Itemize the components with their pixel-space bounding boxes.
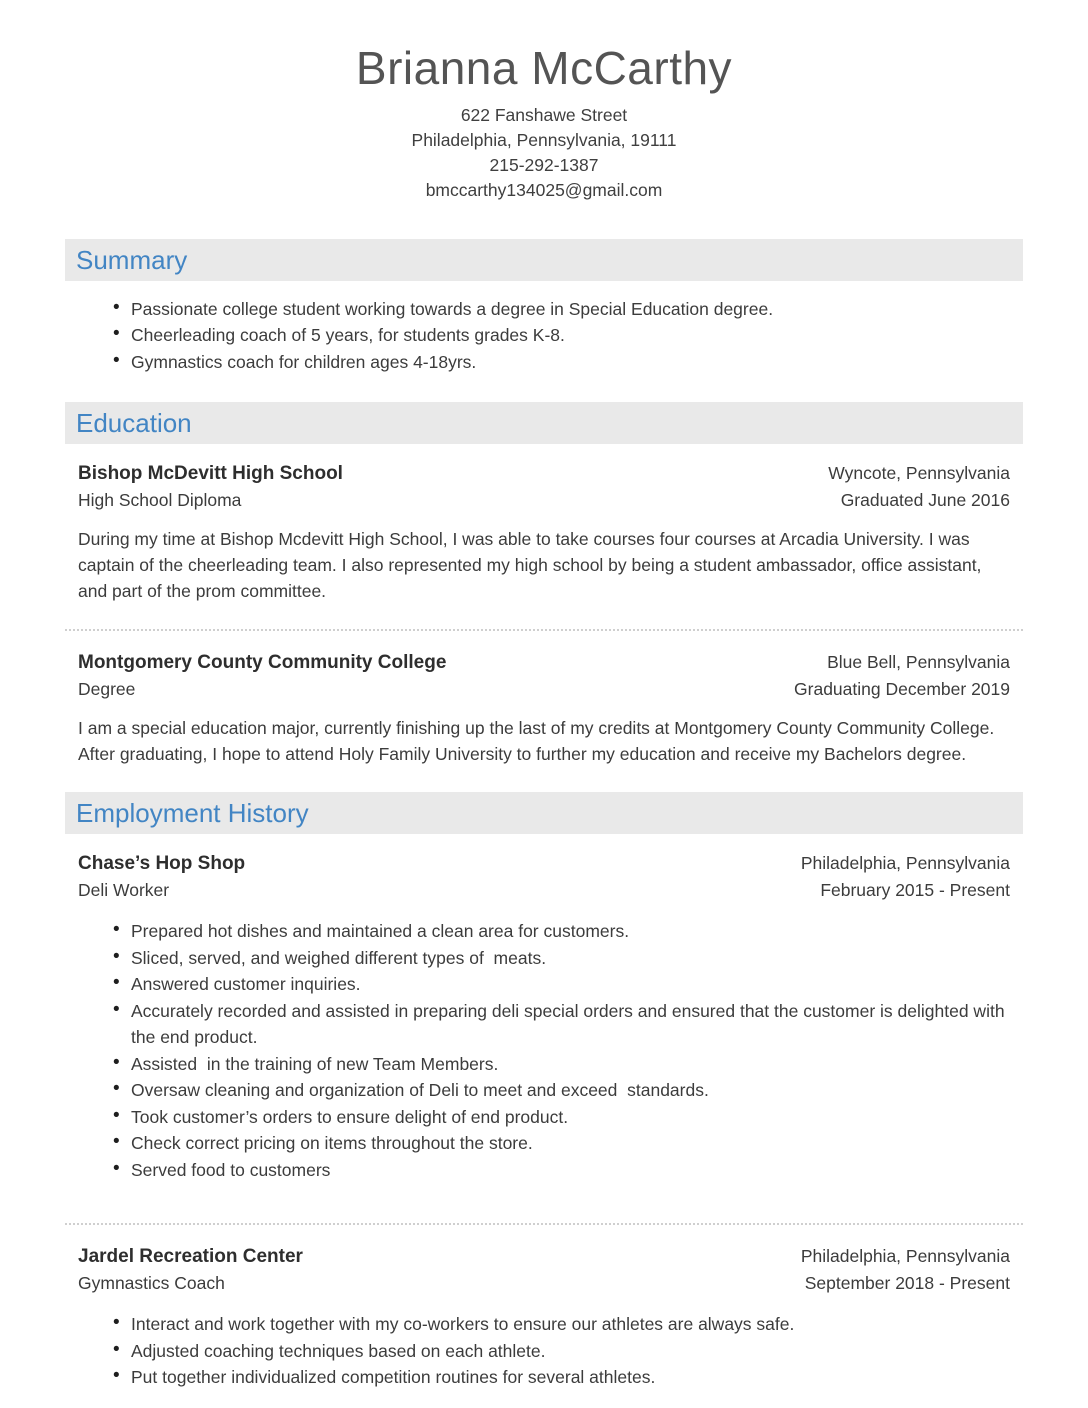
summary-section [65, 239, 1023, 376]
employment-entry-header [65, 850, 1023, 904]
job-bullet: • Check correct pricing on items throughout the store. [113, 1130, 1010, 1157]
degree-name: High School Diploma [78, 490, 242, 511]
job-bullet-list [65, 1311, 1023, 1391]
employment-heading: Employment History [65, 792, 1023, 834]
resume-header [65, 42, 1023, 203]
summary-bullet: • Passionate college student working towards a degree in Special Education degree. [113, 296, 1010, 323]
job-title: Gymnastics Coach [78, 1273, 225, 1294]
phone-number: 215-292-1387 [489, 154, 599, 175]
address-line-2: Philadelphia, Pennsylvania, 19111 [411, 129, 677, 150]
contact-block [65, 103, 1023, 203]
education-section [65, 402, 1023, 767]
job-title: Deli Worker [78, 880, 170, 901]
education-entry-left [78, 649, 446, 703]
education-heading: Education [65, 402, 1023, 444]
job-bullet: • Accurately recorded and assisted in preparing deli special orders and ensured that the customer is delighted with the end product. [113, 998, 1010, 1051]
job-dates: September 2018 - Present [804, 1273, 1010, 1294]
job-dates: February 2015 - Present [820, 880, 1010, 901]
job-bullet: • Oversaw cleaning and organization of Deli to meet and exceed standards. [113, 1077, 1010, 1104]
job-bullet: • Assisted in the training of new Team Members. [113, 1051, 1010, 1078]
job-bullet: • Adjusted coaching techniques based on each athlete. [113, 1338, 1010, 1365]
employment-entry-meta [801, 850, 1010, 904]
summary-heading: Summary [65, 239, 1023, 281]
dotted-divider [65, 1223, 1023, 1225]
education-entry-header [65, 649, 1023, 703]
employment-entry-header [65, 1243, 1023, 1297]
education-description: I am a special education major, currently finishing up the last of my credits at Montgomery County Community College. After graduating, I hope to attend Holy Family University to further my education and receive my Bachelors degree. [78, 718, 995, 765]
job-location: Philadelphia, Pennsylvania [800, 853, 1010, 874]
education-entry [65, 460, 1023, 604]
job-bullet: • Put together individualized competition routines for several athletes. [113, 1364, 1010, 1391]
graduation-date: Graduated June 2016 [840, 490, 1010, 511]
summary-bullet-list [65, 296, 1023, 376]
person-name: Brianna McCarthy [355, 42, 733, 94]
job-bullet-list [65, 918, 1023, 1183]
job-location: Philadelphia, Pennsylvania [800, 1246, 1010, 1267]
dotted-divider [65, 629, 1023, 631]
job-bullet: • Took customer’s orders to ensure delight of end product. [113, 1104, 1010, 1131]
degree-name: Degree [78, 679, 136, 700]
employer-name: Chase’s Hop Shop [78, 853, 246, 875]
education-entry-meta [794, 649, 1010, 703]
education-description: During my time at Bishop Mcdevitt High School, I was able to take courses four courses at Arcadia University. I was captain of the cheerleading team. I also represented my high school by being a student ambassador, office assistant, and part of the prom committee. [78, 529, 982, 602]
school-location: Blue Bell, Pennsylvania [827, 652, 1010, 673]
education-entry [65, 649, 1023, 767]
summary-bullet: • Gymnastics coach for children ages 4-18yrs. [113, 349, 1010, 376]
job-bullet: • Sliced, served, and weighed different types of meats. [113, 945, 1010, 972]
job-bullet: • Served food to customers [113, 1157, 1010, 1184]
school-name: Bishop McDevitt High School [78, 463, 343, 485]
summary-bullet: • Cheerleading coach of 5 years, for students grades K-8. [113, 322, 1010, 349]
education-entry-left [78, 460, 343, 514]
employment-entry [65, 1243, 1023, 1391]
employment-entry-left [78, 1243, 303, 1297]
job-bullet: • Prepared hot dishes and maintained a clean area for customers. [113, 918, 1010, 945]
employment-entry [65, 850, 1023, 1183]
job-bullet: • Interact and work together with my co-workers to ensure our athletes are always safe. [113, 1311, 1010, 1338]
employer-name: Jardel Recreation Center [78, 1246, 303, 1268]
school-location: Wyncote, Pennsylvania [828, 463, 1010, 484]
employment-entry-meta [801, 1243, 1010, 1297]
email-address: bmccarthy134025@gmail.com [425, 179, 663, 200]
job-bullet: • Answered customer inquiries. [113, 971, 1010, 998]
school-name: Montgomery County Community College [78, 652, 447, 674]
graduation-date: Graduating December 2019 [794, 679, 1010, 700]
address-line-1: 622 Fanshawe Street [460, 104, 628, 125]
employment-entry-left [78, 850, 245, 904]
education-entry-meta [828, 460, 1010, 514]
education-entry-header [65, 460, 1023, 514]
employment-section [65, 792, 1023, 1391]
